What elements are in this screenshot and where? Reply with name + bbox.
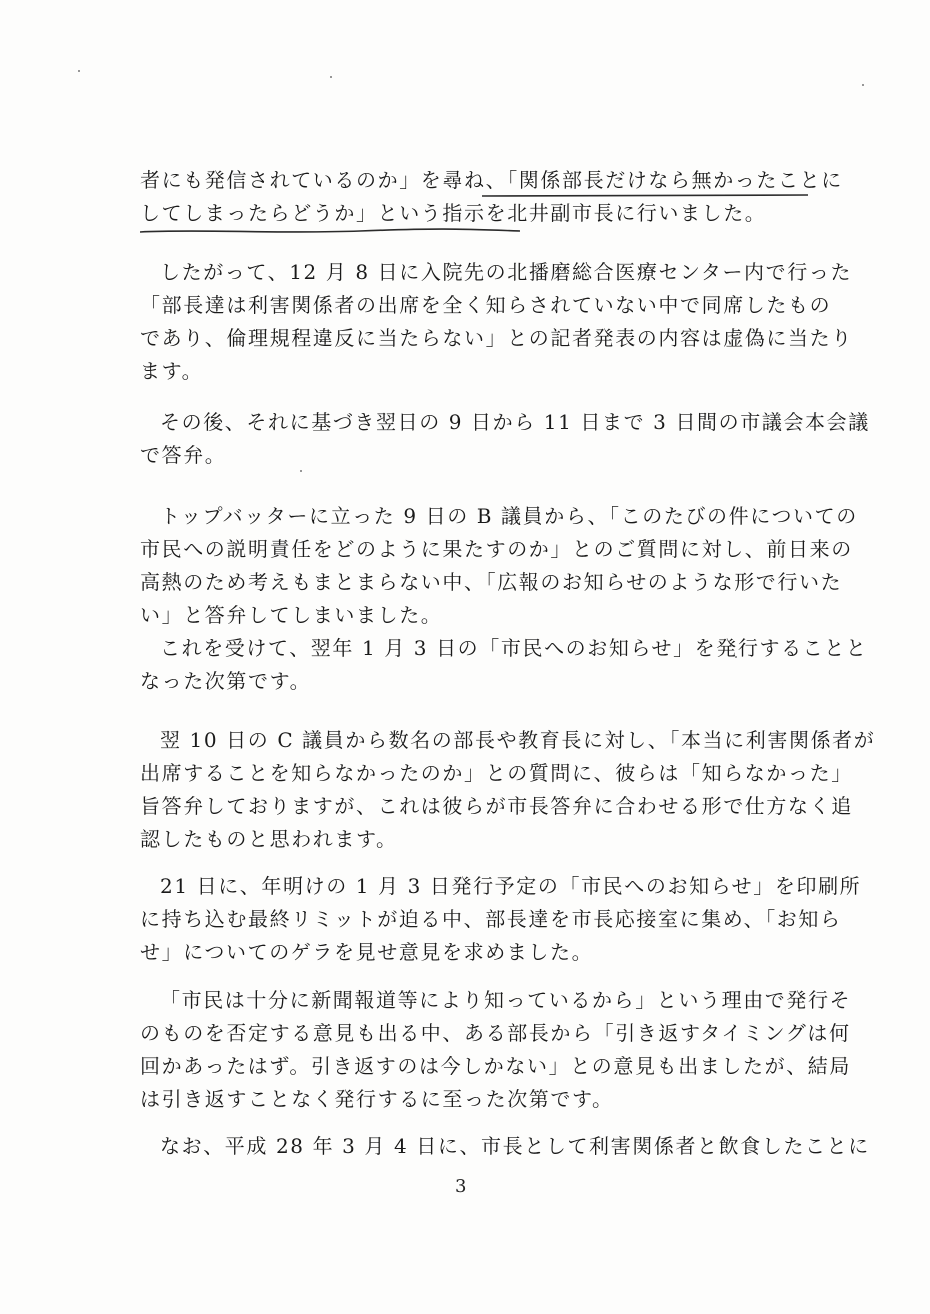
text-line: であり、倫理規程違反に当たらない」との記者発表の内容は虚偽に当たり xyxy=(140,326,853,350)
text-line: 者にも発信されているのか」を尋ね、「関係部長だけなら無かったことに xyxy=(140,168,843,192)
scan-speck xyxy=(330,76,332,78)
paragraph-5 xyxy=(140,632,868,698)
hand-underline-mark xyxy=(140,228,520,234)
text-line: その後、それに基づき翌日の 9 日から 11 日まで 3 日間の市議会本会議 xyxy=(160,410,870,434)
text-line: 認したものと思われます。 xyxy=(140,827,398,851)
text-line: なった次第です。 xyxy=(140,669,312,693)
text-line: トップバッターに立った 9 日の B 議員から、「このたびの件についての xyxy=(160,504,858,528)
scan-speck xyxy=(862,84,864,86)
text-line: 市民への説明責任をどのように果たすのか」とのご質問に対し、前日来の xyxy=(140,537,853,561)
page-number: 3 xyxy=(455,1176,467,1197)
text-line: 翌 10 日の C 議員から数名の部長や教育長に対し、「本当に利害関係者が xyxy=(160,728,876,752)
text-line: 旨答弁しておりますが、これは彼らが市長答弁に合わせる形で仕方なく追 xyxy=(140,794,853,818)
text-line: してしまったらどうか」という指示を北井副市長に行いました。 xyxy=(140,201,767,225)
hand-underline-mark xyxy=(482,194,808,197)
text-line: 「部長達は利害関係者の出席を全く知らされていない中で同席したもの xyxy=(140,293,832,317)
paragraph-4 xyxy=(140,500,858,632)
scan-speck xyxy=(78,70,80,72)
text-line: 回かあったはず。引き返すのは今しかない」との意見も出ましたが、結局 xyxy=(140,1054,851,1078)
paragraph-7 xyxy=(140,870,862,969)
paragraph-2 xyxy=(140,256,853,388)
text-line: い」と答弁してしまいました。 xyxy=(140,603,443,627)
text-line: 21 日に、年明けの 1 月 3 日発行予定の「市民へのお知らせ」を印刷所 xyxy=(160,874,862,898)
text-line: のものを否定する意見も出る中、ある部長から「引き返すタイミングは何 xyxy=(140,1021,851,1045)
paragraph-6 xyxy=(140,724,876,856)
text-line: せ」についてのゲラを見せ意見を求めました。 xyxy=(140,940,594,964)
text-line: なお、平成 28 年 3 月 4 日に、市長として利害関係者と飲食したことに xyxy=(160,1134,870,1158)
text-line: 高熱のため考えもまとまらない中、「広報のお知らせのような形で行いた xyxy=(140,570,843,594)
paragraph-3 xyxy=(140,406,870,472)
paragraph-1 xyxy=(140,164,843,230)
text-line: 「市民は十分に新聞報道等により知っているから」という理由で発行そ xyxy=(160,988,852,1012)
paragraph-9 xyxy=(140,1130,870,1163)
text-line: 出席することを知らなかったのか」との質問に、彼らは「知らなかった」 xyxy=(140,761,853,785)
text-line: ます。 xyxy=(140,359,204,383)
text-line: これを受けて、翌年 1 月 3 日の「市民へのお知らせ」を発行することと xyxy=(160,636,868,660)
text-line: に持ち込む最終リミットが迫る中、部長達を市長応接室に集め、「お知ら xyxy=(140,907,842,931)
text-line: は引き返すことなく発行するに至った次第です。 xyxy=(140,1087,614,1111)
paragraph-8 xyxy=(140,984,852,1116)
text-line: で答弁。 xyxy=(140,443,227,467)
text-line: したがって、12 月 8 日に入院先の北播磨総合医療センター内で行った xyxy=(160,260,853,284)
